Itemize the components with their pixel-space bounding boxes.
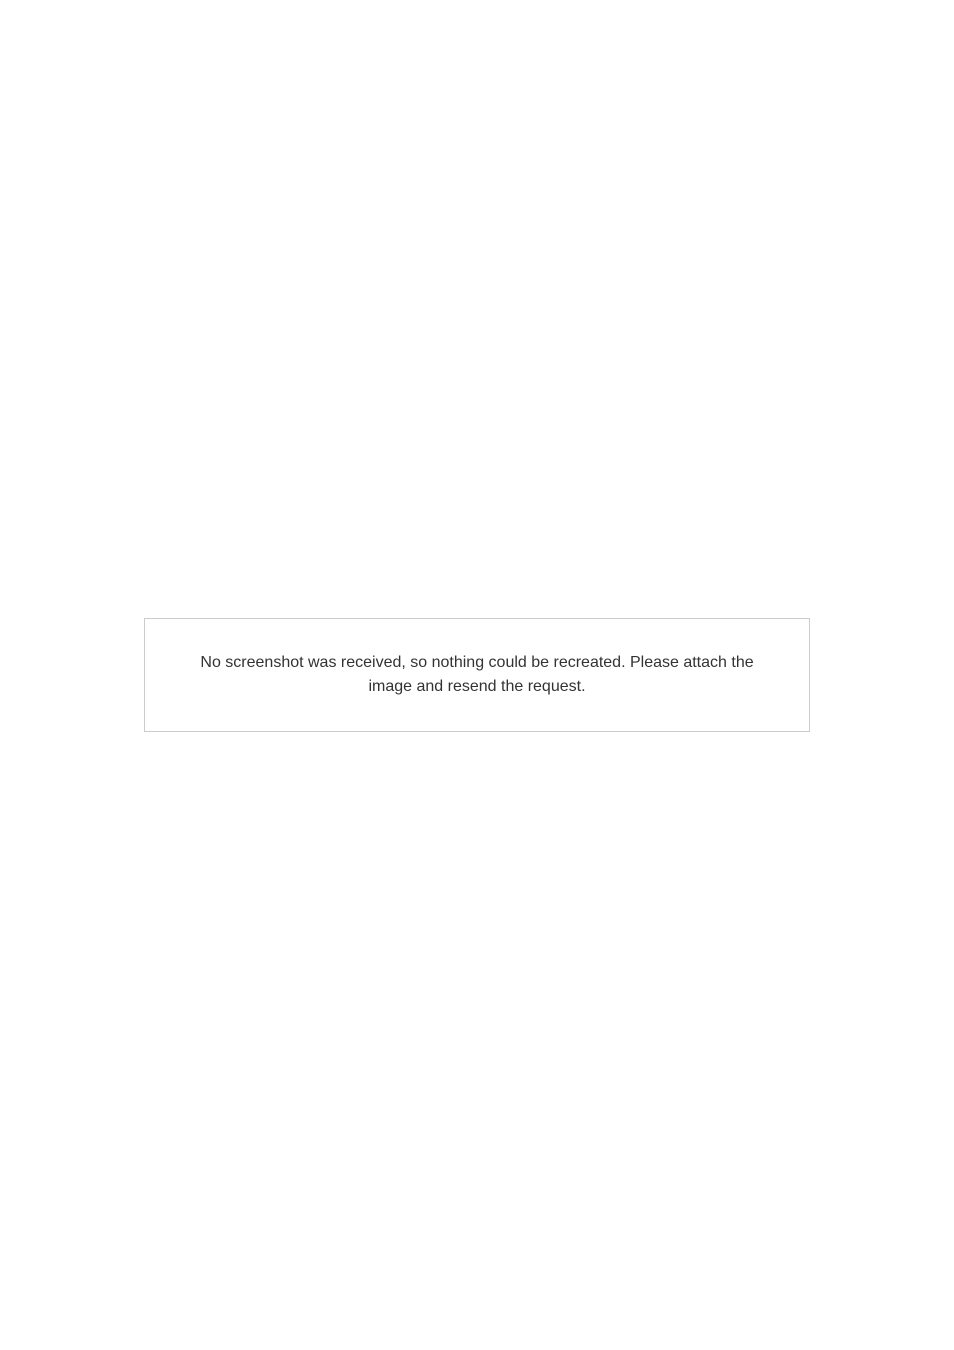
missing-image-notice [144,618,810,732]
notice-message: No screenshot was received, so nothing could be recreated. Please attach the image and resend the request. [200,654,754,695]
